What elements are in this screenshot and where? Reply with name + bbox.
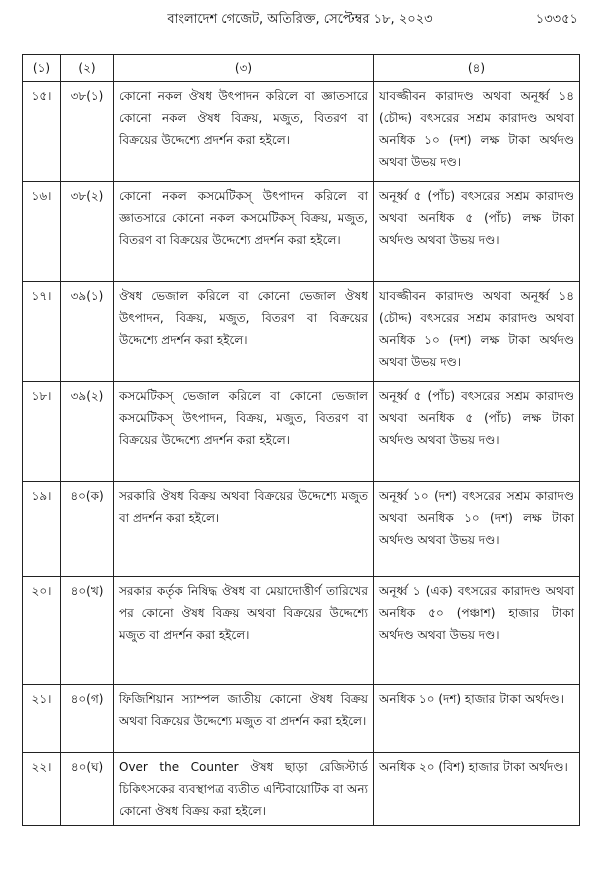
table-header-row — [23, 55, 580, 82]
serial-number: ১৬। — [23, 182, 61, 282]
serial-number: ২১। — [23, 685, 61, 753]
offence-description: কসমেটিকস্ ভেজাল করিলে বা কোনো ভেজাল কসমেটিকস্ উৎপাদন, বিক্রয়, মজুত, বিতরণ বা বিক্রয়ের উদ্দেশ্যে প্রদর্শন করা হইলে। — [114, 382, 374, 482]
table-row — [23, 753, 580, 826]
serial-number: ১৮। — [23, 382, 61, 482]
offence-description: সরকারি ঔষধ বিক্রয় অথবা বিক্রয়ের উদ্দেশ্যে মজুত বা প্রদর্শন করা হইলে। — [114, 482, 374, 577]
section-number: ৩৯(২) — [61, 382, 114, 482]
gazette-header-title: বাংলাদেশ গেজেট, অতিরিক্ত, সেপ্টেম্বর ১৮, ২০২৩ — [167, 12, 433, 27]
page-header — [22, 8, 578, 32]
section-number: ৪০(ক) — [61, 482, 114, 577]
section-number: ৩৯(১) — [61, 282, 114, 382]
table-row — [23, 482, 580, 577]
offence-description: সরকার কর্তৃক নিষিদ্ধ ঔষধ বা মেয়াদোত্তীর্ণ তারিখের পর কোনো ঔষধ বিক্রয় অথবা বিক্রয়ের উদ্দেশ্যে মজুত বা প্রদর্শন করা হইলে। — [114, 577, 374, 685]
serial-number: ১৯। — [23, 482, 61, 577]
offence-description: কোনো নকল ঔষধ উৎপাদন করিলে বা জ্ঞাতসারে কোনো নকল ঔষধ বিক্রয়, মজুত, বিতরণ বা বিক্রয়ের উদ্দেশ্যে প্রদর্শন করা হইলে। — [114, 82, 374, 182]
penalty-description: অনূর্ধ্ব ৫ (পাঁচ) বৎসরের সশ্রম কারাদণ্ড অথবা অনধিক ৫ (পাঁচ) লক্ষ টাকা অর্থদণ্ড অথবা উভয় দণ্ড। — [374, 182, 580, 282]
table-row — [23, 182, 580, 282]
penalty-description: যাবজ্জীবন কারাদণ্ড অথবা অনূর্ধ্ব ১৪ (চৌদ্দ) বৎসরের সশ্রম কারাদণ্ড অথবা অনধিক ১০ (দশ) লক্ষ টাকা অর্থদণ্ড অথবা উভয় দণ্ড। — [374, 282, 580, 382]
penalty-description: অনধিক ২০ (বিশ) হাজার টাকা অর্থদণ্ড। — [374, 753, 580, 826]
section-number: ৩৮(২) — [61, 182, 114, 282]
section-number: ৪০(গ) — [61, 685, 114, 753]
penalty-description: যাবজ্জীবন কারাদণ্ড অথবা অনূর্ধ্ব ১৪ (চৌদ্দ) বৎসরের সশ্রম কারাদণ্ড অথবা অনধিক ১০ (দশ) লক্ষ টাকা অর্থদণ্ড অথবা উভয় দণ্ড। — [374, 82, 580, 182]
serial-number: ১৭। — [23, 282, 61, 382]
section-number: ৩৮(১) — [61, 82, 114, 182]
offence-description: কোনো নকল কসমেটিকস্ উৎপাদন করিলে বা জ্ঞাতসারে কোনো নকল কসমেটিকস্ বিক্রয়, মজুত, বিতরণ বা বিক্রয়ের উদ্দেশ্যে প্রদর্শন করা হইলে। — [114, 182, 374, 282]
section-number: ৪০(ঘ) — [61, 753, 114, 826]
column-header-section: (২) — [61, 55, 114, 82]
penalty-description: অনধিক ১০ (দশ) হাজার টাকা অর্থদণ্ড। — [374, 685, 580, 753]
penalty-description: অনূর্ধ্ব ৫ (পাঁচ) বৎসরের সশ্রম কারাদণ্ড অথবা অনধিক ৫ (পাঁচ) লক্ষ টাকা অর্থদণ্ড অথবা উভয় দণ্ড। — [374, 382, 580, 482]
table-row — [23, 282, 580, 382]
offence-description: Over the Counter ঔষধ ছাড়া রেজিস্টার্ড চিকিৎসকের ব্যবস্থাপত্র ব্যতীত এন্টিবায়োটিক বা অন্য কোনো ঔষধ বিক্রয় করা হইলে। — [114, 753, 374, 826]
page-number: ১৩৩৫১ — [535, 12, 578, 27]
column-header-offence: (৩) — [114, 55, 374, 82]
offence-description: ফিজিশিয়ান স্যাম্পল জাতীয় কোনো ঔষধ বিক্রয় অথবা বিক্রয়ের উদ্দেশ্যে মজুত বা প্রদর্শন করা হইলে। — [114, 685, 374, 753]
table-row — [23, 685, 580, 753]
table-row — [23, 382, 580, 482]
serial-number: ২০। — [23, 577, 61, 685]
serial-number: ১৫। — [23, 82, 61, 182]
column-header-serial: (১) — [23, 55, 61, 82]
table-row — [23, 577, 580, 685]
penalty-description: অনূর্ধ্ব ১ (এক) বৎসরের কারাদণ্ড অথবা অনধিক ৫০ (পঞ্চাশ) হাজার টাকা অর্থদণ্ড অথবা উভয় দণ্ড। — [374, 577, 580, 685]
table-row — [23, 82, 580, 182]
penalty-table — [22, 54, 580, 826]
offence-description: ঔষধ ভেজাল করিলে বা কোনো ভেজাল ঔষধ উৎপাদন, বিক্রয়, মজুত, বিতরণ বা বিক্রয়ের উদ্দেশ্যে প্রদর্শন করা হইলে। — [114, 282, 374, 382]
serial-number: ২২। — [23, 753, 61, 826]
penalty-description: অনূর্ধ্ব ১০ (দশ) বৎসরের সশ্রম কারাদণ্ড অথবা অনধিক ১০ (দশ) লক্ষ টাকা অর্থদণ্ড অথবা উভয় দণ্ড। — [374, 482, 580, 577]
section-number: ৪০(খ) — [61, 577, 114, 685]
column-header-penalty: (৪) — [374, 55, 580, 82]
